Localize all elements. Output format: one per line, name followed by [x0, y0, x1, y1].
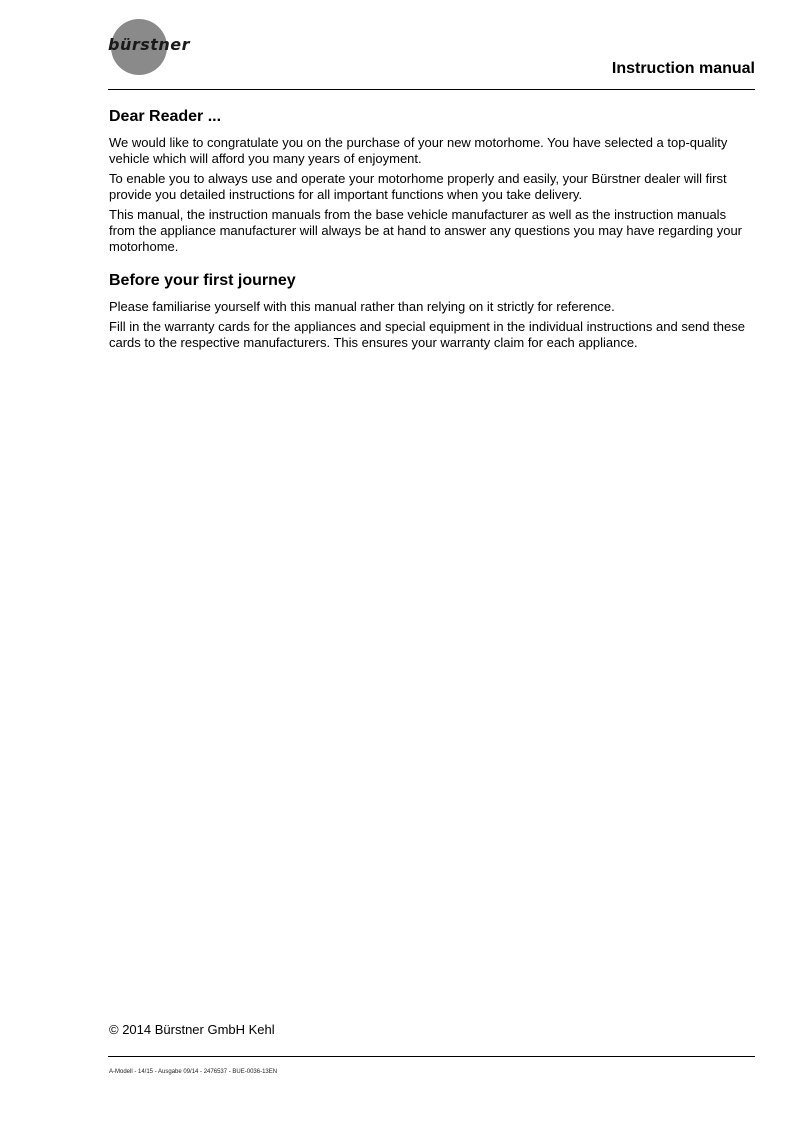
paragraph: We would like to congratulate you on the purchase of your new motorhome. You have selected a top-quality vehicle which will afford you many years of enjoyment.	[109, 135, 728, 166]
footer-divider	[108, 1056, 755, 1057]
brand-logo	[108, 19, 208, 79]
paragraph: Fill in the warranty cards for the appliances and special equipment in the individual instructions and send these cards to the respective manufacturers. This ensures your warranty claim for each appliance.	[109, 319, 745, 350]
paragraph: To enable you to always use and operate your motorhome properly and easily, your Bürstner dealer will first provide you detailed instructions for all important functions when you take delivery.	[109, 171, 727, 202]
section-dear-reader	[109, 108, 755, 255]
logo-wordmark: bürstner	[108, 35, 191, 54]
paragraph: This manual, the instruction manuals from the base vehicle manufacturer as well as the instruction manuals from the appliance manufacturer will always be at hand to answer any questions you may have regarding your motorhome.	[109, 207, 743, 254]
section-before-first-journey	[109, 272, 755, 351]
header-divider	[108, 89, 755, 90]
section-heading: Dear Reader ...	[109, 108, 222, 125]
document-code: A-Modell - 14/15 - Ausgabe 09/14 - 2476537 - BUE-0036-13EN	[109, 1069, 278, 1075]
page-title: Instruction manual	[611, 60, 755, 77]
page-content	[109, 108, 755, 355]
section-heading: Before your first journey	[109, 272, 296, 289]
paragraph: Please familiarise yourself with this manual rather than relying on it strictly for reference.	[109, 299, 615, 314]
copyright-notice: © 2014 Bürstner GmbH Kehl	[109, 1022, 275, 1037]
